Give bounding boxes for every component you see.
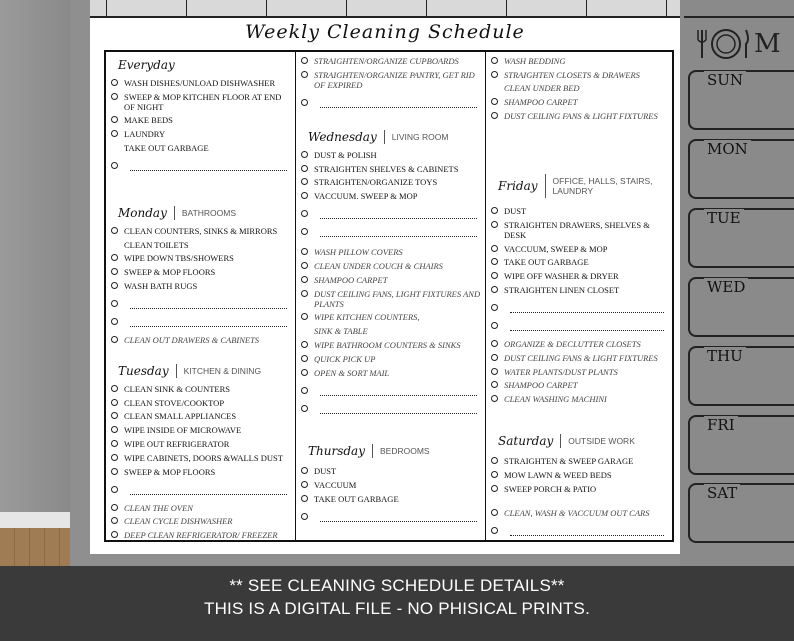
blank-task-line[interactable] [486, 295, 672, 313]
task-item[interactable]: STRAIGHTEN/ORGANIZE PANTRY, GET RID OF EXPIRED [296, 70, 485, 90]
calendar-day-mon[interactable]: MON [688, 139, 794, 199]
blank-task-line[interactable] [106, 309, 295, 327]
column-2 [296, 52, 486, 540]
blank-task-line[interactable] [486, 518, 672, 536]
section-col2-top [296, 52, 485, 108]
task-item[interactable]: CLEAN SINK & COUNTERS [106, 384, 295, 394]
task-item[interactable]: WIPE KITCHEN COUNTERS, [296, 312, 485, 322]
task-item[interactable]: SWEEP PORCH & PATIO [486, 484, 672, 494]
blank-task-line[interactable] [296, 201, 485, 219]
task-item[interactable]: STRAIGHTEN & SWEEP GARAGE [486, 456, 672, 466]
page-title: Weekly Cleaning Schedule [245, 21, 525, 43]
checkbox-circle[interactable] [111, 93, 118, 100]
calendar-title-letter: M [754, 29, 781, 59]
section-tuesday [106, 362, 295, 540]
section-saturday [486, 432, 672, 536]
banner-line-2: THIS IS A DIGITAL FILE - NO PHISICAL PRINTS. [203, 599, 591, 618]
blank-task-line[interactable] [486, 313, 672, 331]
calendar-day-thu[interactable]: THU [688, 346, 794, 406]
blank-task-line[interactable] [296, 396, 485, 414]
task-item[interactable]: VACCUUM. SWEEP & MOP [296, 191, 485, 201]
task-item[interactable]: STRAIGHTEN/ORGANIZE TOYS [296, 177, 485, 187]
checkbox-circle[interactable] [111, 116, 118, 123]
task-item[interactable]: DEEP CLEAN REFRIGERATOR/ FREEZER [106, 530, 295, 540]
task-item[interactable]: WASH DISHES/UNLOAD DISHWASHER [106, 78, 295, 88]
task-item[interactable]: WASH BATH RUGS [106, 281, 295, 291]
day-header-wednesday: Wednesday LIVING ROOM [308, 130, 449, 144]
task-item[interactable]: DUST CEILING FANS & LIGHT FIXTURES [486, 353, 672, 363]
calendar-day-tue[interactable]: TUE [688, 208, 794, 268]
task-item[interactable]: STRAIGHTEN SHELVES & CABINETS [296, 164, 485, 174]
task-item[interactable]: WIPE CABINETS, DOORS &WALLS DUST [106, 453, 295, 463]
task-item[interactable]: CLEAN, WASH & VACCUUM OUT CARS [486, 508, 672, 518]
task-item[interactable]: CLEAN TOILETS [124, 239, 189, 250]
task-item[interactable]: CLEAN COUNTERS, SINKS & MIRRORS [106, 226, 295, 236]
task-item[interactable]: TAKE OUT GARBAGE [124, 142, 209, 153]
calendar-header [692, 26, 794, 62]
task-item[interactable]: SHAMPOO CARPET [296, 275, 485, 285]
task-item[interactable]: SWEEP & MOP FLOORS [106, 467, 295, 477]
wood-floor [0, 528, 70, 568]
task-item[interactable]: VACCUUM, SWEEP & MOP [486, 244, 672, 254]
blank-task-line[interactable] [106, 477, 295, 495]
blank-task-line[interactable] [296, 90, 485, 108]
task-item[interactable]: WATER PLANTS/DUST PLANTS [486, 367, 672, 377]
baseboard [0, 512, 70, 528]
schedule-frame [104, 50, 674, 542]
task-item[interactable]: SHAMPOO CARPET [486, 380, 672, 390]
task-item[interactable]: WIPE INSIDE OF MICROWAVE [106, 425, 295, 435]
task-item[interactable]: SWEEP & MOP FLOORS [106, 267, 295, 277]
calendar-day-fri[interactable]: FRI [688, 415, 794, 475]
top-calendar-strip [90, 0, 680, 18]
task-item[interactable]: WIPE OFF WASHER & DRYER [486, 271, 672, 281]
column-1 [106, 52, 296, 540]
task-item[interactable]: WIPE BATHROOM COUNTERS & SINKS [296, 340, 485, 350]
task-item[interactable]: OPEN & SORT MAIL [296, 368, 485, 378]
plate-utensils-icon [692, 26, 752, 62]
task-item[interactable]: CLEAN THE OVEN [106, 503, 295, 513]
blank-task-line[interactable] [106, 153, 295, 171]
task-item[interactable]: STRAIGHTEN LINEN CLOSET [486, 285, 672, 295]
section-wednesday [296, 128, 485, 414]
task-item[interactable]: DUST CEILING FANS & LIGHT FIXTURES [486, 111, 672, 121]
calendar-day-sat[interactable]: SAT [688, 483, 794, 543]
task-item[interactable]: WASH BEDDING [486, 56, 672, 66]
blank-task-line[interactable] [296, 378, 485, 396]
task-item[interactable]: STRAIGHTEN CLOSETS & DRAWERS [486, 70, 672, 80]
task-item[interactable]: DUST [486, 206, 672, 216]
day-header-tuesday: Tuesday KITCHEN & DINING [118, 364, 262, 378]
task-item[interactable]: CLEAN OUT DRAWERS & CABINETS [106, 335, 295, 345]
task-item[interactable]: WIPE DOWN TBS/SHOWERS [106, 253, 295, 263]
task-item[interactable]: CLEAN UNDER COUCH & CHAIRS [296, 261, 485, 271]
section-col3-top [486, 52, 672, 121]
task-item[interactable]: TAKE OUT GARBAGE [486, 257, 672, 267]
task-item[interactable]: MAKE BEDS [106, 115, 295, 125]
cleaning-schedule-sheet [90, 18, 680, 554]
task-item[interactable]: CLEAN SMALL APPLIANCES [106, 411, 295, 421]
info-banner [0, 566, 794, 641]
day-header-friday: Friday OFFICE, HALLS, STAIRS, LAUNDRY [498, 176, 653, 196]
day-header-everyday [106, 56, 295, 74]
task-item[interactable]: DUST CEILING FANS, LIGHT FIXTURES AND PLANTS [296, 289, 485, 309]
day-header-monday: Monday BATHROOMS [118, 206, 237, 220]
task-item[interactable]: MOW LAWN & WEED BEDS [486, 470, 672, 480]
task-item[interactable]: STRAIGHTEN/ORGANIZE CUPBOARDS [296, 56, 485, 66]
day-header-saturday: Saturday OUTSIDE WORK [498, 434, 635, 448]
weekly-meal-calendar [684, 18, 794, 554]
section-thursday [296, 442, 485, 522]
task-item[interactable]: LAUNDRY [106, 129, 295, 139]
task-item[interactable]: ORGANIZE & DECLUTTER CLOSETS [486, 339, 672, 349]
task-item[interactable]: TAKE OUT GARBAGE [296, 494, 485, 504]
task-item[interactable]: CLEAN CYCLE DISHWASHER [106, 516, 295, 526]
task-item[interactable]: WASH PILLOW COVERS [296, 247, 485, 257]
banner-line-1: ** SEE CLEANING SCHEDULE DETAILS** [229, 576, 565, 595]
day-name: Everyday [118, 58, 175, 72]
checkbox-circle[interactable] [111, 130, 118, 137]
section-friday [486, 172, 672, 404]
task-item[interactable]: CLEAN UNDER BED [504, 83, 580, 94]
blank-task-line[interactable] [296, 504, 485, 522]
task-item[interactable]: VACCUUM [296, 480, 485, 490]
calendar-day-sun[interactable]: SUN [688, 70, 794, 130]
task-item[interactable]: SWEEP & MOP KITCHEN FLOOR AT END OF NIGHT [106, 92, 295, 112]
section-monday [106, 204, 295, 345]
task-item[interactable]: DUST [296, 466, 485, 476]
section-everyday [106, 56, 295, 171]
day-header-thursday: Thursday BEDROOMS [308, 444, 430, 458]
blank-task-line[interactable] [296, 219, 485, 237]
task-item[interactable]: QUICK PICK UP [296, 354, 485, 364]
checkbox-circle[interactable] [111, 79, 118, 86]
task-item[interactable]: CLEAN WASHING MACHINI [486, 394, 672, 404]
task-item[interactable]: SHAMPOO CARPET [486, 97, 672, 107]
task-item[interactable]: WIPE OUT REFRIGERATOR [106, 439, 295, 449]
calendar-day-wed[interactable]: WED [688, 277, 794, 337]
calendar-top-edge [684, 0, 794, 18]
blank-task-line[interactable] [106, 291, 295, 309]
task-item[interactable]: DUST & POLISH [296, 150, 485, 160]
task-item[interactable]: CLEAN STOVE/COOKTOP [106, 398, 295, 408]
task-item[interactable]: STRAIGHTEN DRAWERS, SHELVES & DESK [486, 220, 672, 240]
task-item[interactable]: SINK & TABLE [314, 326, 368, 337]
column-3 [486, 52, 672, 540]
